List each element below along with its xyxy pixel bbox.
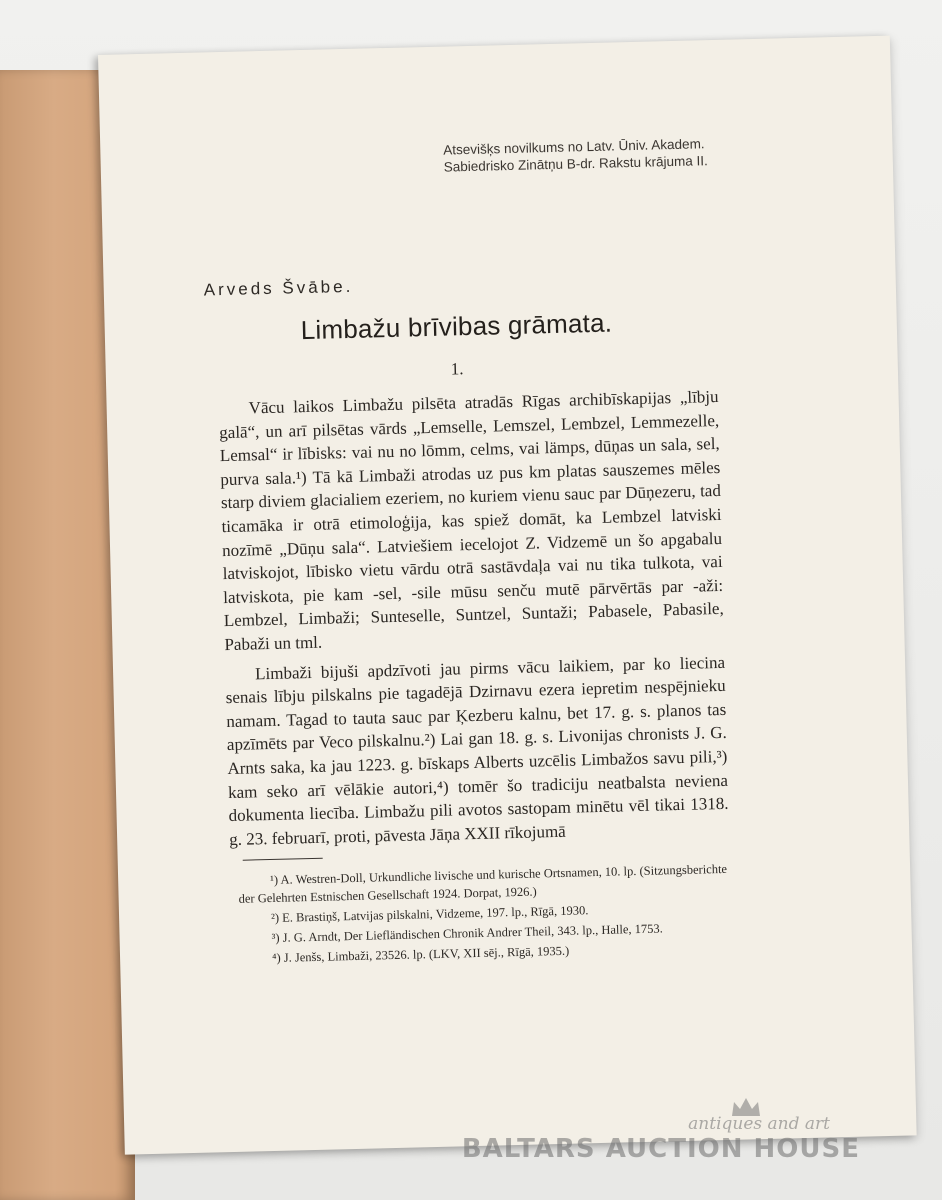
footnote-1: ¹) A. Westren-Doll, Urkundliche livische und kurische Ortsnamen, 10. lp. (Sitzungsberichte der Gelehrten Estnischen Gesellschaft 1924. Dorpat, 1926.)	[238, 861, 728, 906]
offprint-note-line1: Atsevišķs novilkums no Latv. Ūniv. Akadem.	[443, 136, 705, 158]
watermark-brand: BALTARS AUCTION HOUSE	[461, 1134, 860, 1164]
document-page	[98, 36, 917, 1155]
footnote-divider	[243, 858, 323, 861]
body-text	[218, 385, 729, 851]
watermark	[462, 1114, 860, 1164]
watermark-tagline: antiques and art	[688, 1114, 830, 1134]
section-number: 1.	[450, 359, 464, 379]
offprint-note-line2: Sabiedrisko Zinātņu B-dr. Rakstu krājuma II.	[443, 153, 708, 175]
footnote-2: ²) E. Brastiņš, Latvijas pilskalni, Vidzeme, 197. lp., Rīgā, 1930.	[270, 903, 589, 926]
footnotes	[238, 860, 740, 970]
author-name: Arveds Švābe.	[203, 276, 354, 300]
offprint-note	[443, 135, 708, 175]
footnote-3: ³) J. G. Arndt, Der Liefländischen Chronik Andrer Theil, 343. lp., Halle, 1753.	[271, 921, 663, 946]
document-title: Limbažu brīvibas grāmata.	[300, 307, 613, 346]
footnote-4: ⁴) J. Jenšs, Limbaži, 23526. lp. (LKV, XII sēj., Rīgā, 1935.)	[271, 943, 570, 966]
paragraph: Limbaži bijuši apdzīvoti jau pirms vācu laikiem, par ko liecina senais lībju pilskalns pie tagadējā Dzirnavu ezera iepretim nespējnieku namam. Tagad to tauta sauc par Ķezberu kalnu, bet 17. g. s. planos tas apzīmēts par Veco pilskalnu.²) Lai gan 18. g. s. Livonijas chronists J. G. Arnts saka, ka jau 1223. g. bīskaps Alberts uzcēlis Limbažos savu pili,³) kam seko arī vēlākie autori,⁴) tomēr šo tradiciju neatbalsta neviena dokumenta liecība. Limbažu pili avotos sastopam minētu vēl tikai 1318. g. 23. februarī, proti, pāvesta Jāņa XXII rīkojumā	[225, 652, 729, 849]
paragraph: Vācu laikos Limbažu pilsēta atradās Rīgas archibīskapijas „lībju galā“, un arī pilsētas vārds „Lemselle, Lemszel, Lembzel, Lemmezelle, Lemsal“ ir lībisks: vai nu no lōmm, celms, vai lämps, dūņas un sala, sel, purva sala.¹) Tā kā Limbaži atrodas uz pus km platas sauszemes mēles starp diviem glacialiem ezeriem, no kuriem vienu sauc par Dūņezeru, tad ticamāka ir otrā etimoloģija, kas spiež domāt, ka Lembzel latviski nozīmē „Dūņu sala“. Latviešiem iecelojot Z. Vidzemē un šo apgabalu latviskojot, lībisko vietu vārdu otrā sastāvdaļa vai nu tika tulkota, vai latviskota, pie kam -sel, -sile mūsu senču mutē pārvērtās par -aži: Lembzel, Limbaži; Sunteselle, Suntzel, Suntaži; Pabasele, Pabasile, Pabaži un tml.	[219, 386, 724, 655]
